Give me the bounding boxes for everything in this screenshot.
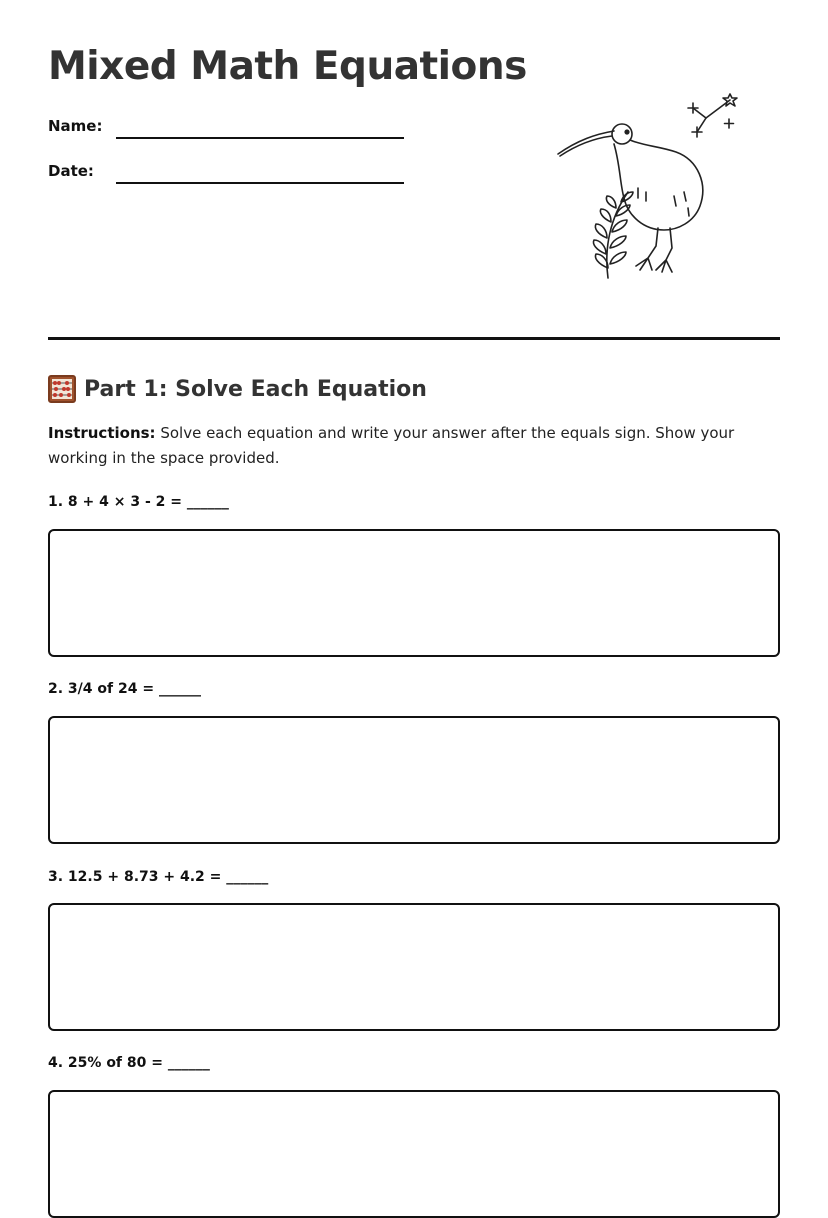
answer-box-1[interactable]: [48, 529, 780, 657]
page-title: Mixed Math Equations: [48, 44, 527, 89]
answer-box-4[interactable]: [48, 1090, 780, 1218]
fern-icon: [594, 192, 634, 278]
section-title: Part 1: Solve Each Equation: [84, 376, 427, 402]
question-2: 2. 3/4 of 24 = ______: [48, 681, 201, 697]
answer-box-3[interactable]: [48, 903, 780, 1031]
section-heading: [48, 374, 427, 404]
constellation-icon: [688, 94, 737, 137]
instructions-label: Instructions:: [48, 424, 156, 442]
instructions: [48, 421, 780, 471]
instructions-text: Solve each equation and write your answer after the equals sign. Show your working in the space provided.: [48, 424, 735, 467]
question-3: 3. 12.5 + 8.73 + 4.2 = ______: [48, 869, 269, 885]
abacus-icon: [48, 375, 76, 403]
kiwi-bird-illustration: [548, 88, 748, 288]
answer-box-2[interactable]: [48, 716, 780, 844]
worksheet-page: [48, 0, 780, 1118]
name-label: Name:: [48, 117, 103, 135]
question-4: 4. 25% of 80 = ______: [48, 1055, 210, 1071]
header-divider: [48, 337, 780, 340]
name-write-line[interactable]: [116, 137, 404, 139]
question-1: 1. 8 + 4 × 3 - 2 = ______: [48, 494, 229, 510]
date-write-line[interactable]: [116, 182, 404, 184]
date-label: Date:: [48, 162, 94, 180]
